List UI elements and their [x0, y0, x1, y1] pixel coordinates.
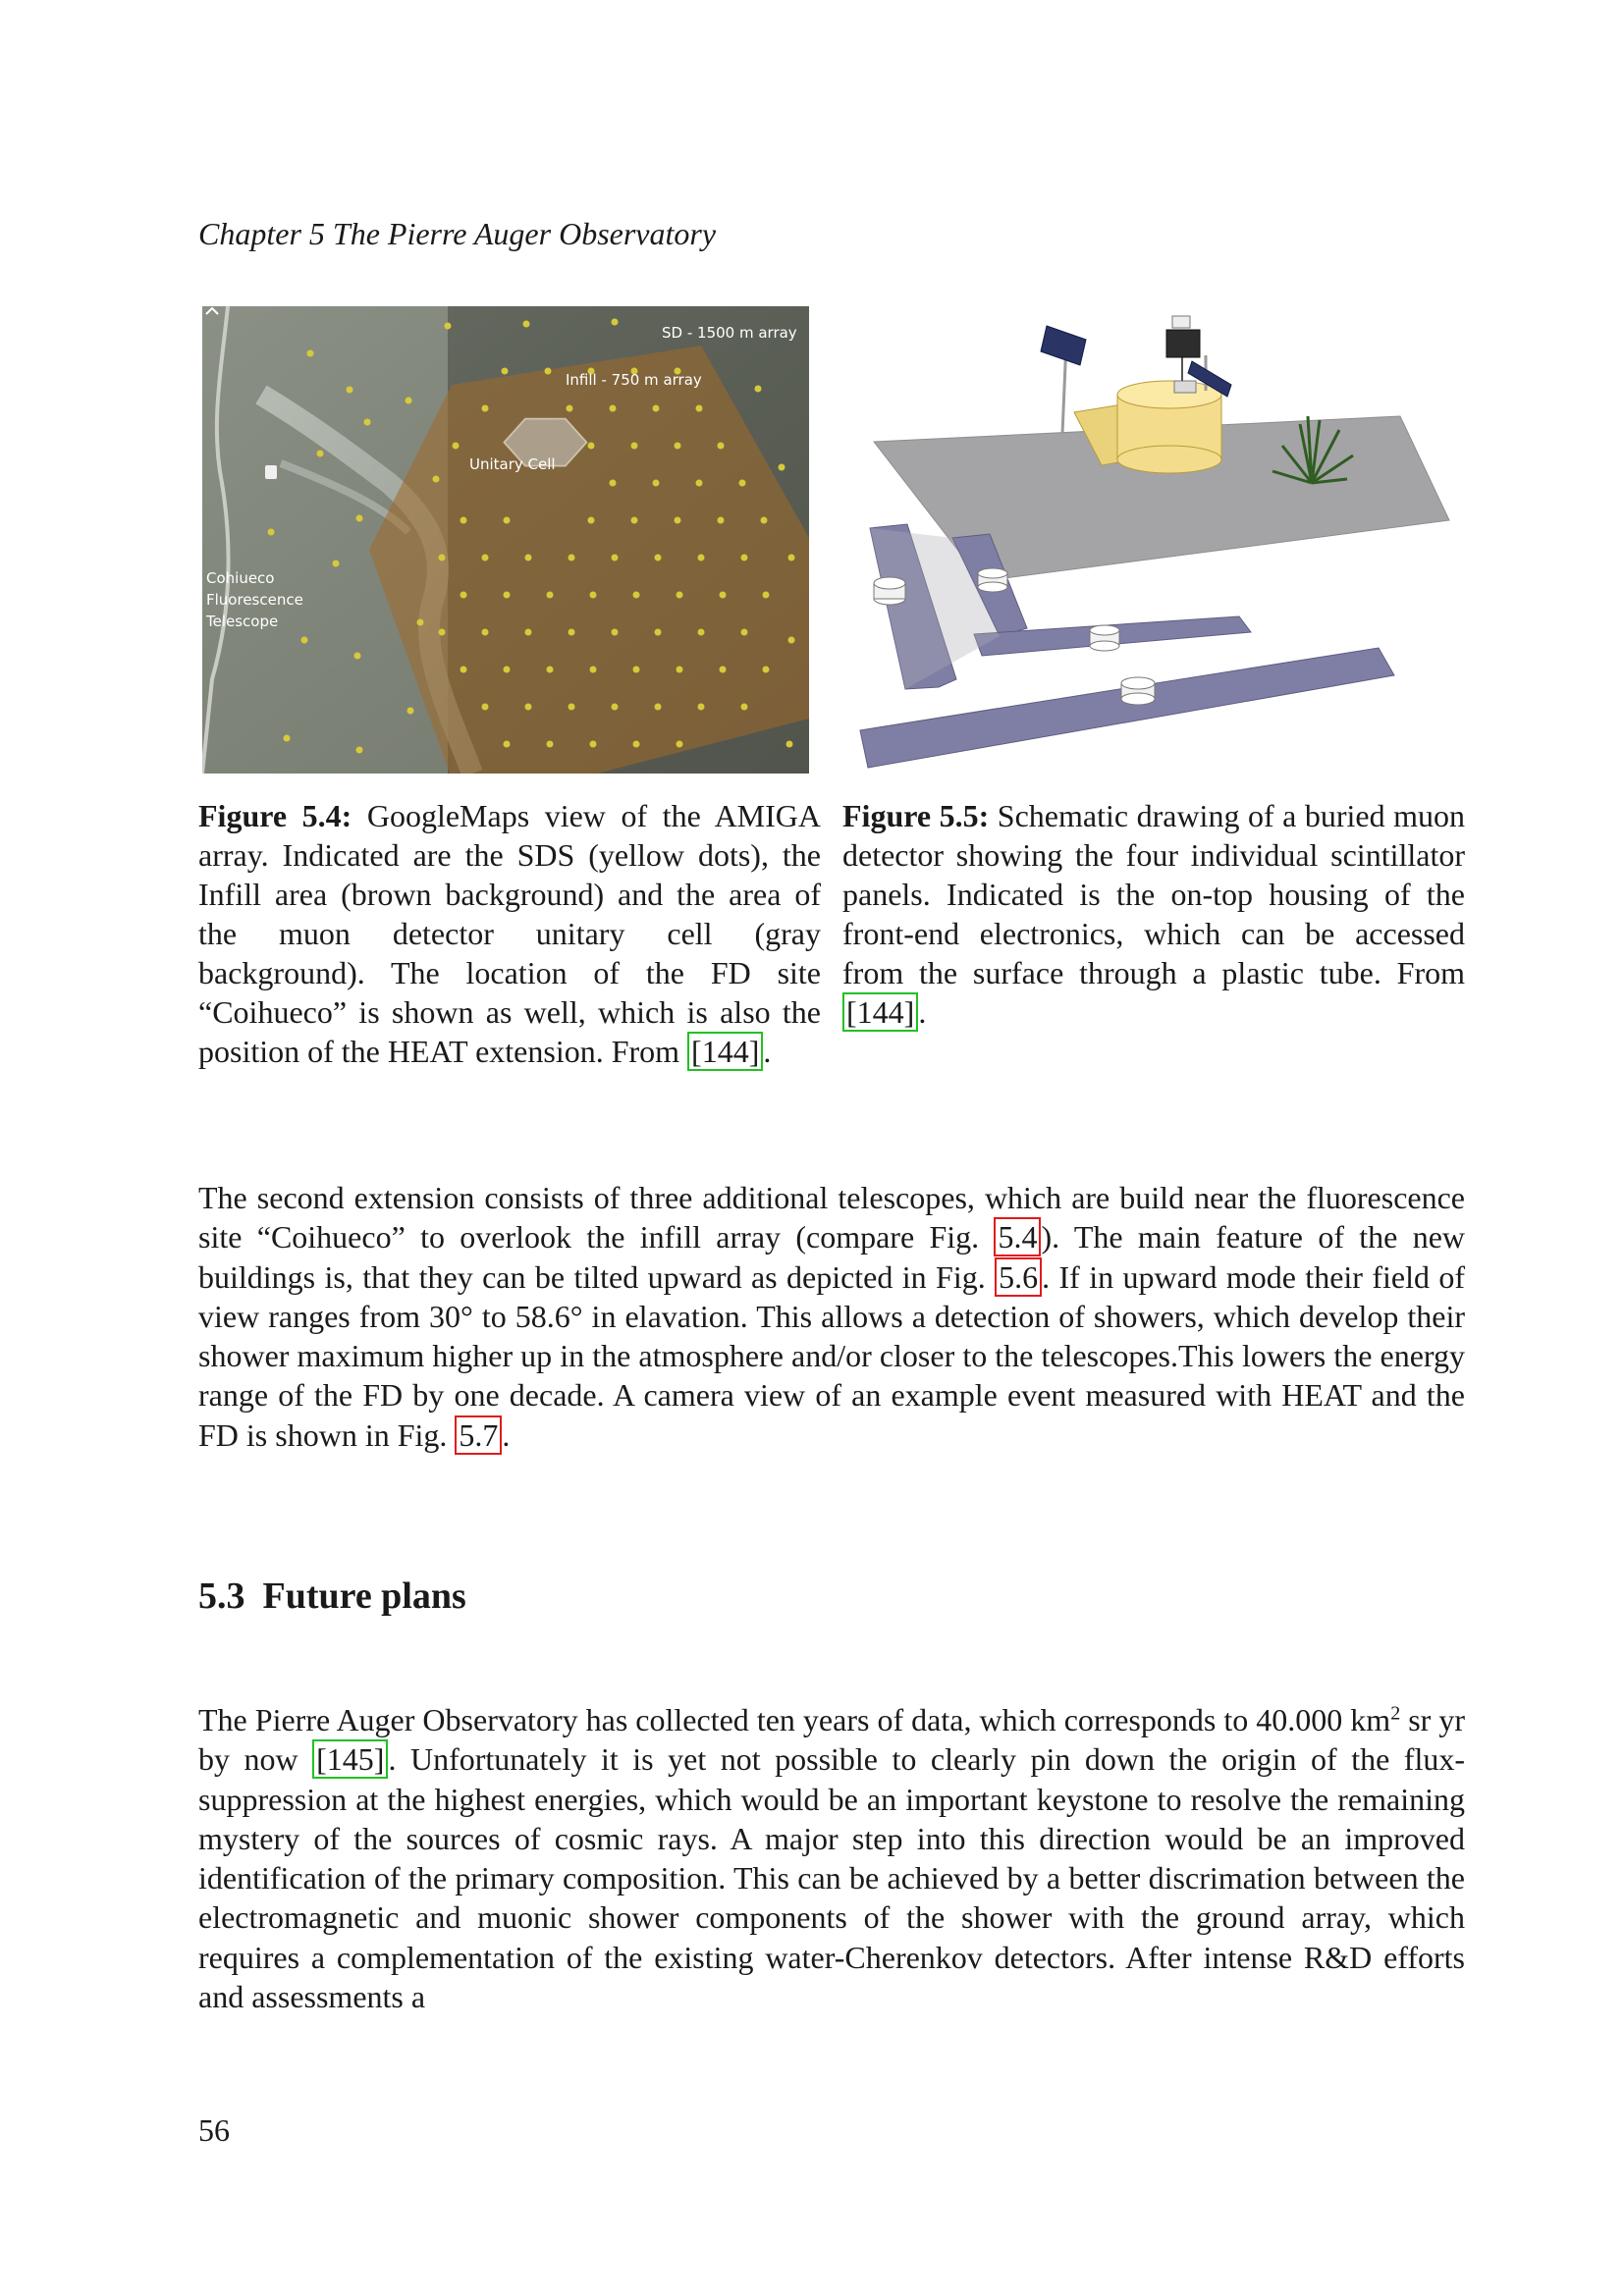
- paragraph-text: . If in upward mode their field of view ranges from 30° to 58.6° in elavation. This allows a detection of showers, which develop their shower maximum higher up in the atmosphere and/or closer to the telescopes.This lowers the energy range of the FD by one decade. A camera view of an example event measured with HEAT and the FD is shown in Fig.: [198, 1258, 1466, 1453]
- citation-link-145[interactable]: [145]: [312, 1739, 388, 1779]
- paragraph-future-plans: [198, 1700, 1465, 2016]
- figure-link-5-4[interactable]: 5.4: [994, 1217, 1041, 1256]
- caption-period: .: [918, 994, 927, 1030]
- label-infill-array: Infill - 750 m array: [566, 371, 702, 389]
- figure-5-5-caption-text: Schematic drawing of a buried muon detector showing the four individual scintillator panels. Indicated is the on-top housing of the front-end electronics, which can be accessed from the surface through a plastic tube. From: [842, 798, 1466, 990]
- page-number: 56: [198, 2112, 230, 2148]
- figure-link-5-6[interactable]: 5.6: [995, 1257, 1042, 1297]
- figure-5-4-caption: [198, 796, 821, 1071]
- amiga-map-image: [202, 306, 809, 774]
- paragraph-text: . Unfortunately it is yet not possible to clearly pin down the origin of the flux-suppression at the highest energies, which would be an important keystone to resolve the remaining mystery of the sources of cosmic rays. A major step into this direction would be an improved identification of the primary composition. This can be achieved by a better discrimation between the electromagnetic and muonic shower components of the shower with the ground array, which requires a complementation of the existing water-Cherenkov detectors. After intense R&D efforts and assessments a: [198, 1741, 1466, 2015]
- label-sd-array: SD - 1500 m array: [662, 324, 797, 342]
- paragraph-text: ). The main feature of the new buildings is, that they can be tilted upward as depicted in Fig.: [198, 1219, 1466, 1295]
- citation-link-144[interactable]: [144]: [687, 1032, 763, 1071]
- running-header: Chapter 5 The Pierre Auger Observatory: [198, 216, 717, 251]
- label-coihueco-line3: Telescope: [206, 613, 279, 630]
- figure-5-5-label: Figure 5.5:: [842, 798, 990, 833]
- caption-period: .: [763, 1034, 772, 1069]
- figure-5-5-caption: [842, 796, 1465, 1032]
- figure-5-5-muon-detector: [850, 306, 1459, 774]
- figure-5-4-label: Figure 5.4:: [198, 798, 352, 833]
- muon-detector-drawing: [850, 306, 1459, 774]
- paragraph-heat-extension: [198, 1178, 1465, 1455]
- section-title: Future plans: [262, 1575, 466, 1617]
- paragraph-text: sr yr by now: [198, 1702, 1466, 1778]
- citation-link-144[interactable]: [144]: [842, 992, 918, 1032]
- map-marker-icon: [265, 465, 277, 479]
- label-unitary-cell: Unitary Cell: [469, 455, 556, 473]
- label-coihueco-line1: Cohiueco: [206, 569, 275, 587]
- superscript: 2: [1390, 1702, 1401, 1725]
- figure-5-4-map: [202, 306, 809, 774]
- figure-5-4-caption-text: GoogleMaps view of the AMIGA array. Indicated are the SDS (yellow dots), the Infill area (brown background) and the area of the muon detector unitary cell (gray background). The location of the FD site “Coihueco” is shown as well, which is also the position of the HEAT extension. From: [198, 798, 822, 1069]
- figure-link-5-7[interactable]: 5.7: [455, 1415, 502, 1455]
- paragraph-text: .: [502, 1416, 511, 1453]
- paragraph-text: The Pierre Auger Observatory has collected ten years of data, which corresponds to 40.000 km: [198, 1702, 1391, 1737]
- label-coihueco-line2: Fluorescence: [206, 591, 303, 609]
- paragraph-text: The second extension consists of three additional telescopes, which are build near the fluorescence site “Coihueco” to overlook the infill array (compare Fig.: [198, 1180, 1465, 1255]
- section-number: 5.3: [198, 1575, 245, 1617]
- section-heading-future-plans: [198, 1575, 466, 1618]
